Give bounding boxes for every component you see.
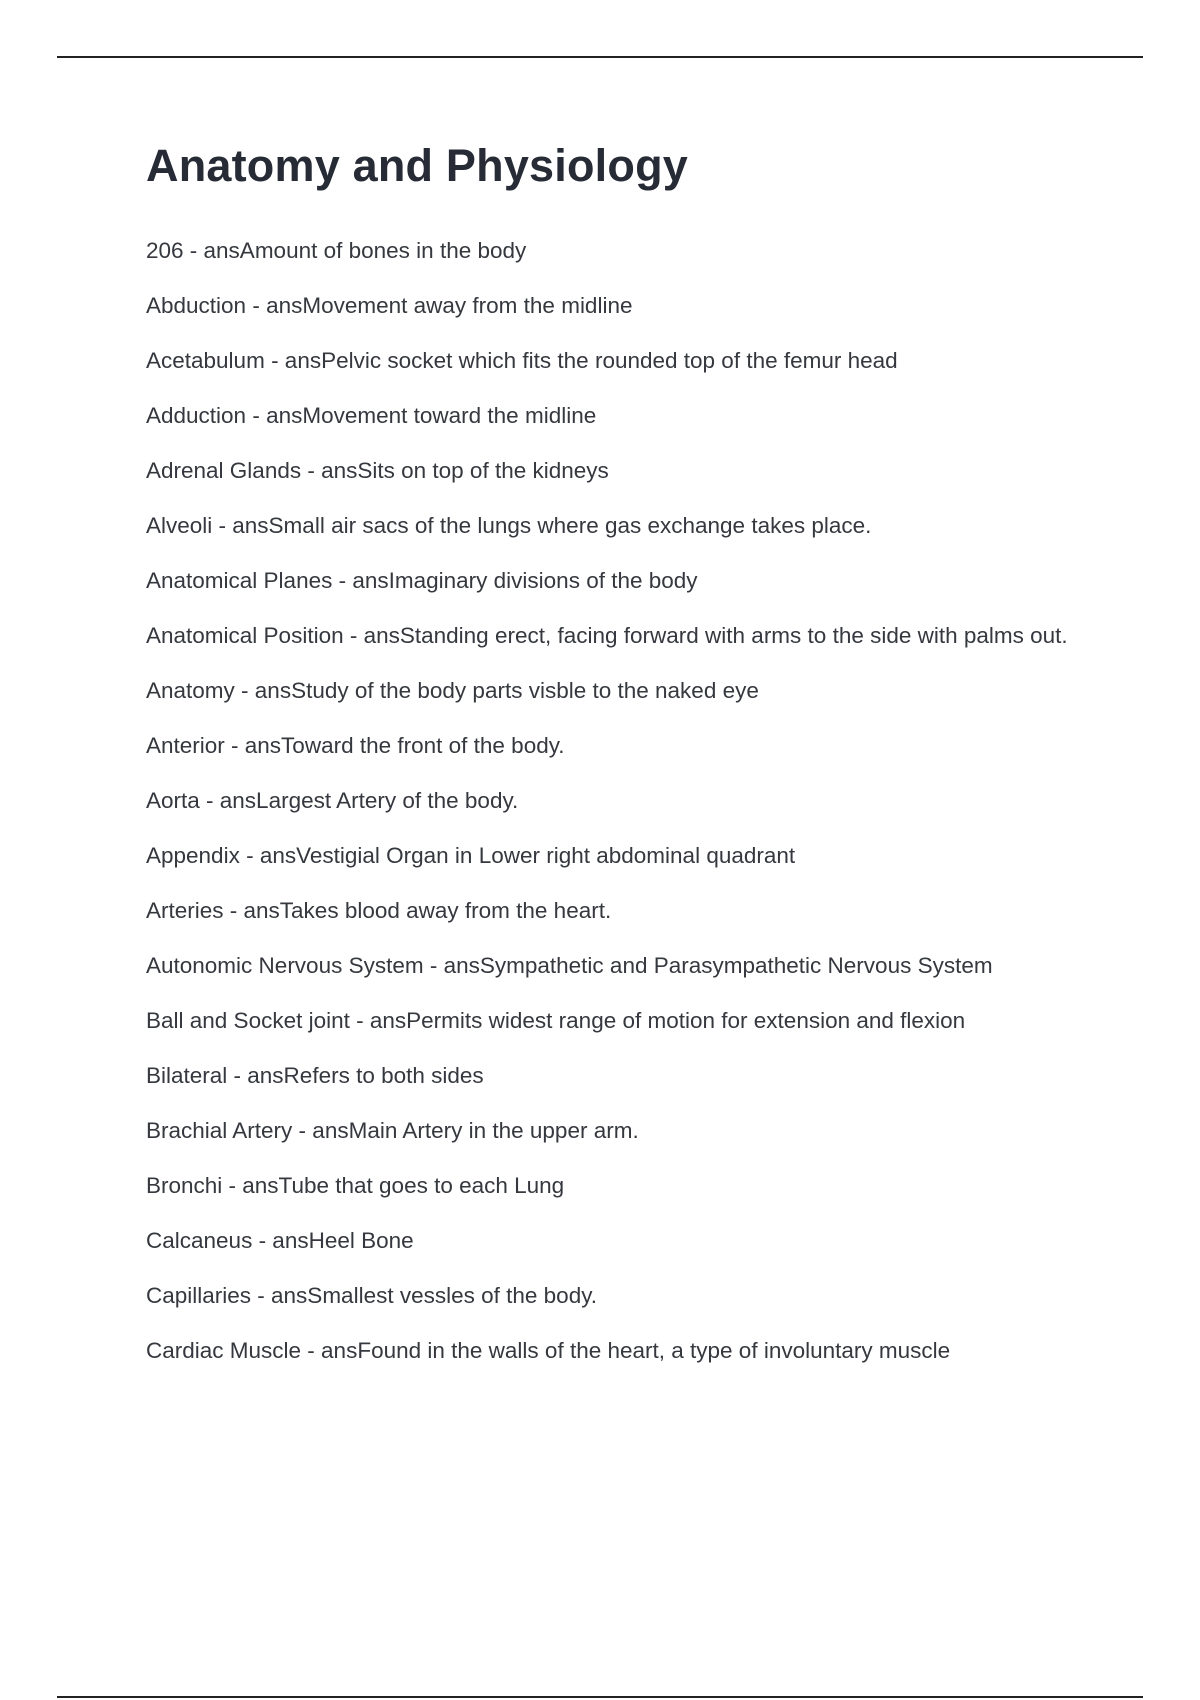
page-title: Anatomy and Physiology	[146, 140, 688, 191]
flashcard-entry: 206 - ansAmount of bones in the body	[146, 238, 527, 263]
flashcard-entry: Acetabulum - ansPelvic socket which fits the rounded top of the femur head	[146, 348, 898, 373]
flashcard-entry: Bilateral - ansRefers to both sides	[146, 1063, 484, 1088]
flashcard-entry: Cardiac Muscle - ansFound in the walls of the heart, a type of involuntary muscle	[146, 1338, 951, 1363]
flashcard-entry: Abduction - ansMovement away from the midline	[146, 293, 633, 318]
flashcard-entry: Ball and Socket joint - ansPermits widest range of motion for extension and flexion	[146, 1008, 966, 1033]
flashcard-list	[146, 236, 1076, 1365]
flashcard-entry: Arteries - ansTakes blood away from the heart.	[146, 898, 612, 923]
flashcard-entry: Brachial Artery - ansMain Artery in the upper arm.	[146, 1118, 639, 1143]
flashcard-entry: Adrenal Glands - ansSits on top of the kidneys	[146, 458, 609, 483]
flashcard-entry: Anatomical Planes - ansImaginary divisions of the body	[146, 568, 698, 593]
flashcard-entry: Bronchi - ansTube that goes to each Lung	[146, 1173, 565, 1198]
flashcard-entry: Appendix - ansVestigial Organ in Lower right abdominal quadrant	[146, 843, 796, 868]
flashcard-entry: Calcaneus - ansHeel Bone	[146, 1228, 414, 1253]
page-content	[146, 138, 1076, 1391]
flashcard-entry: Anterior - ansToward the front of the body.	[146, 733, 565, 758]
flashcard-entry: Autonomic Nervous System - ansSympathetic and Parasympathetic Nervous System	[146, 953, 993, 978]
flashcard-entry: Adduction - ansMovement toward the midline	[146, 403, 597, 428]
bottom-divider	[57, 1696, 1143, 1698]
flashcard-entry: Aorta - ansLargest Artery of the body.	[146, 788, 519, 813]
top-divider	[57, 56, 1143, 58]
flashcard-entry: Anatomical Position - ansStanding erect, facing forward with arms to the side with palms out.	[146, 623, 1068, 648]
flashcard-entry: Alveoli - ansSmall air sacs of the lungs where gas exchange takes place.	[146, 513, 872, 538]
flashcard-entry: Capillaries - ansSmallest vessles of the body.	[146, 1283, 598, 1308]
flashcard-entry: Anatomy - ansStudy of the body parts visble to the naked eye	[146, 678, 759, 703]
